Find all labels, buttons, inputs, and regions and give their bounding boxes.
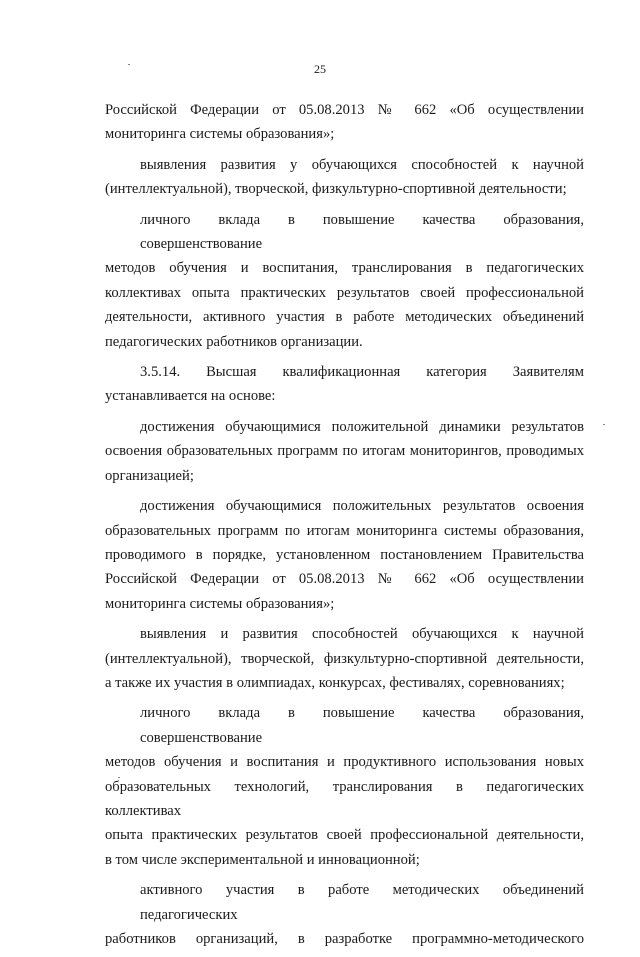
text-line: освоения образовательных программ по итогам мониторингов, проводимых [105,443,584,460]
document-body [105,98,584,957]
paragraph [105,153,584,202]
text-line: образовательных технологий, транслирования в педагогических коллективах [105,778,584,819]
paragraph-continuation [105,98,584,147]
text-line: работников организаций, в разработке программно-методического [105,931,584,947]
paragraph [105,701,584,872]
text-line: 3.5.14. Высшая квалификационная категория Заявителям [140,364,584,381]
page-number: 25 [314,62,326,76]
paragraph [105,415,584,488]
scan-speck [603,424,605,425]
text-line: личного вклада в повышение качества образования, совершенствование [140,705,584,746]
text-line: опыта практических результатов своей профессиональной деятельности, [105,827,584,844]
paragraph [105,208,584,354]
text-line: мониторинга системы образования»; [105,595,335,612]
paragraph [105,878,584,951]
section-paragraph [105,360,584,409]
text-line: образовательных программ по итогам мониторинга системы образования, [105,522,584,539]
text-line: (интеллектуальной), творческой, физкультурно-спортивной деятельности; [105,181,567,198]
text-line: личного вклада в повышение качества образования, совершенствование [140,211,584,253]
paragraph [105,494,584,616]
text-line: Российской Федерации от 05.08.2013 № 662 «Об осуществлении [105,102,584,118]
text-line: выявления развития у обучающихся способностей к научной [140,156,584,173]
scan-speck [128,64,130,65]
text-line: организацией; [105,467,194,484]
text-line: проводимого в порядке, установленном постановлением Правительства [105,546,584,563]
text-line: достижения обучающимися положительных результатов освоения [140,498,584,515]
text-line: мониторинга системы образования»; [105,126,335,143]
text-line: а также их участия в олимпиадах, конкурсах, фестивалях, соревнованиях; [105,674,565,691]
text-line: методов обучения и воспитания, транслирования в педагогических [105,260,584,277]
text-line: коллективах опыта практических результатов своей профессиональной [105,284,584,301]
scan-speck [118,777,120,778]
text-line: Российской Федерации от 05.08.2013 № 662 «Об осуществлении [105,571,584,588]
text-line: педагогических работников организации. [105,333,363,350]
text-line: достижения обучающимися положительной динамики результатов [140,418,584,435]
text-line: активного участия в работе методических объединений педагогических [140,882,584,923]
text-line: в том числе экспериментальной и инновационной; [105,851,420,868]
text-line: методов обучения и воспитания и продуктивного использования новых [105,754,584,771]
paragraph [105,622,584,695]
text-line: выявления и развития способностей обучающихся к научной [140,626,584,643]
text-line: деятельности, активного участия в работе методических объединений [105,309,584,326]
text-line: устанавливается на основе: [105,388,276,405]
text-line: (интеллектуальной), творческой, физкультурно-спортивной деятельности, [105,650,584,667]
